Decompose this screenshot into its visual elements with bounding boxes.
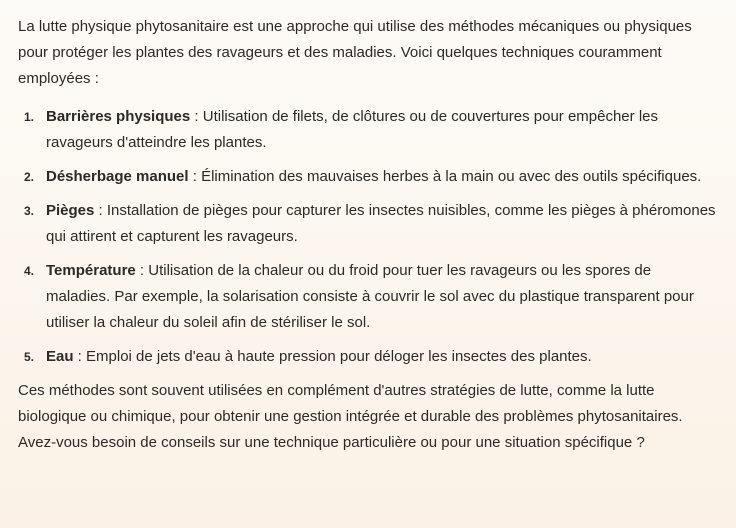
list-item-term: Eau bbox=[46, 348, 74, 365]
list-item-number: 2. bbox=[24, 170, 35, 184]
list-item-desherbage bbox=[18, 164, 718, 190]
list-item-eau bbox=[18, 344, 718, 370]
list-item-barrieres bbox=[18, 104, 718, 156]
list-item-text: : Emploi de jets d'eau à haute pression pour déloger les insectes des plantes. bbox=[73, 348, 592, 365]
list-item-term: Barrières physiques bbox=[46, 108, 191, 125]
list-item-number: 3. bbox=[24, 204, 35, 218]
techniques-list bbox=[18, 104, 718, 370]
list-item-temperature bbox=[18, 258, 718, 336]
list-item-number: 5. bbox=[24, 350, 35, 364]
list-item-text: : Utilisation de la chaleur ou du froid pour tuer les ravageurs ou les spores de maladies. Par exemple, la solarisation consiste à couvrir le sol avec du plastique transparent pour utiliser la chaleur du soleil afin de stériliser le sol. bbox=[46, 262, 694, 331]
list-item-text: : Utilisation de filets, de clôtures ou de couvertures pour empêcher les ravageurs d'atteindre les plantes. bbox=[46, 108, 658, 151]
intro-paragraph: La lutte physique phytosanitaire est une approche qui utilise des méthodes mécaniques ou physiques pour protéger les plantes des ravageurs et des maladies. Voici quelques techniques couramment employées : bbox=[18, 18, 692, 87]
list-item-term: Température bbox=[46, 262, 136, 279]
list-item-number: 1. bbox=[24, 110, 35, 124]
list-item-text: : Élimination des mauvaises herbes à la main ou avec des outils spécifiques. bbox=[188, 168, 702, 185]
conclusion-paragraph: Ces méthodes sont souvent utilisées en complément d'autres stratégies de lutte, comme la lutte biologique ou chimique, pour obtenir une gestion intégrée et durable des problèmes phytosanitaires. Avez-vous besoin de conseils sur une technique particulière ou pour une situation spécifique ? bbox=[18, 382, 683, 451]
list-item-text: : Installation de pièges pour capturer les insectes nuisibles, comme les pièges à phéromones qui attirent et capturent les ravageurs. bbox=[46, 202, 716, 245]
list-item-term: Désherbage manuel bbox=[46, 168, 189, 185]
list-item-number: 4. bbox=[24, 264, 35, 278]
list-item-pieges bbox=[18, 198, 718, 250]
list-item-term: Pièges bbox=[46, 202, 95, 219]
